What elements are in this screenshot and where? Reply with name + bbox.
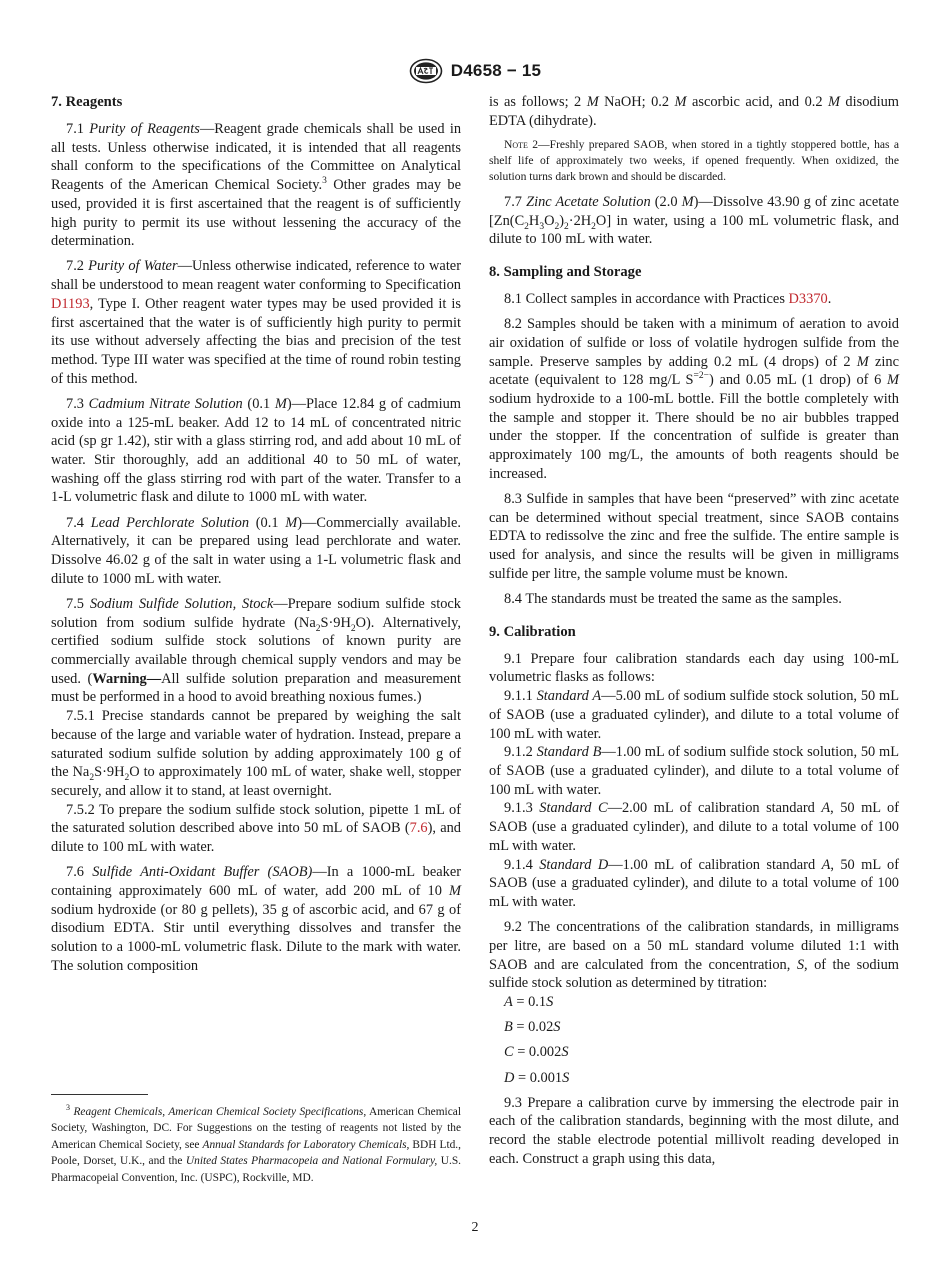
link-d3370[interactable]: D3370	[788, 291, 828, 308]
paragraph-9-1-3: 9.1.3 Standard C—2.00 mL of calibration standard A, 50 mL of SAOB (use a graduated cylinder), and dilute to a total volume of 100 mL with water.	[489, 800, 899, 854]
equation-a: A = 0.1S	[504, 993, 554, 1010]
astm-logo-icon	[409, 58, 443, 84]
paragraph-7-5: 7.5 Sodium Sulfide Solution, Stock—Prepare sodium sulfide stock solution from sodium sulfide hydrate $(Na_2S\cdot 9H_2O)$. Alternatively, certified sodium sulfide stock solutions of known purity are commercially available through chemical supply vendors and may be used. (Warning—All sulfide solution preparation and measurement must be performed in a hood to avoid breathing noxious fumes.)	[51, 595, 462, 706]
paragraph-7-2: 7.2 Purity of Water—Unless otherwise indicated, reference to water shall be understood to mean reagent water conforming to Specification D1193, Type I. Other reagent water types may be used provided it is first ascertained that the water is of sufficiently high purity to permit its use without adversely affecting the bias and precision of the test method. Type III water was specified at the time of round robin testing of this method.	[51, 258, 461, 387]
paragraph-7-6-continued: is as follows; 2 M NaOH; 0.2 M ascorbic acid, and 0.2 M disodium EDTA (dihydrate).	[489, 94, 900, 129]
section-9-heading: 9. Calibration	[489, 623, 576, 640]
paragraph-7-4: 7.4 Lead Perchlorate Solution (0.1 M)—Commercially available. Alternatively, it can be prepared using lead perchlorate and water. Dissolve 46.02 g of the salt in water using a 1-L volumetric flask and dilute to 1000 mL with water.	[51, 514, 461, 587]
equation-b: B = 0.02S	[504, 1019, 561, 1036]
page-number: 2	[471, 1220, 479, 1235]
footnote-divider	[51, 1094, 148, 1095]
standard-designation: D4658 − 15	[450, 61, 542, 80]
paragraph-8-4: 8.4 The standards must be treated the same as the samples.	[504, 591, 842, 608]
page-header	[0, 56, 950, 86]
section-8-heading: 8. Sampling and Storage	[489, 264, 642, 281]
link-d1193[interactable]: D1193	[51, 295, 90, 312]
equation-d: D = 0.001S	[504, 1069, 570, 1086]
paragraph-9-1-2: 9.1.2 Standard B—1.00 mL of sodium sulfide stock solution, 50 mL of SAOB (use a graduated cylinder), and dilute to a total volume of 100 mL with water.	[489, 744, 900, 798]
paragraph-9-2: 9.2 The concentrations of the calibration standards, in milligrams per litre, are based on a 50 mL standard volume diluted 1:1 with SAOB and are calculated from the concentration, S, of the sodium sulfide stock solution as determined by titration:	[489, 919, 899, 992]
paragraph-7-5-1: 7.5.1 Precise standards cannot be prepared by weighing the salt because of the large and variable water of hydration. Instead, prepare a saturated sodium sulfide solution by adding approximately 100 g of the $Na_2S\cdot 9H_2O$ to approximately 100 mL of water, shake well, stopper securely, and allow it to stand, at least overnight.	[51, 708, 461, 799]
link-7-6[interactable]: 7.6	[409, 820, 428, 837]
equation-list	[489, 993, 899, 1087]
section-7-heading: 7. Reagents	[51, 94, 123, 110]
paragraph-9-3: 9.3 Prepare a calibration curve by immersing the electrode pair in each of the calibration standards, beginning with the most dilute, and record the stable electrode potential millivolt reading developed in each. Construct a graph using this data,	[489, 1094, 899, 1167]
paragraph-7-1: 7.1 Purity of Reagents—Reagent grade chemicals shall be used in all tests. Unless otherwise indicated, it is intended that all reagents shall conform to the specifications of the Committee on Analytical Reagents of the American Chemical Society.$^3$ Other grades may be used, provided it is first ascertained that the reagent is of sufficiently high purity to permit its use without lessening the accuracy of the determination.	[51, 121, 462, 250]
footnote-ref-3[interactable]: 3	[322, 176, 327, 187]
paragraph-7-3: 7.3 Cadmium Nitrate Solution (0.1 M)—Place 12.84 g of cadmium oxide into a 125-mL beaker. Add 12 to 14 mL of concentrated nitric acid (sp gr 1.42), stir with a glass stirring rod, and add about 10 mL of water. Stir thoroughly, add an additional 40 to 50 mL of water, washing off the glass stirring rod with part of the water. Transfer to a 1-L volumetric flask and dilute to 1000 mL with water.	[51, 395, 461, 506]
equation-c: C = 0.002S	[504, 1044, 569, 1061]
paragraph-7-5-2: 7.5.2 To prepare the sodium sulfide stock solution, pipette 1 mL of the saturated solution described above into 50 mL of SAOB (7.6), and dilute to 100 mL with water.	[51, 801, 461, 856]
paragraph-9-1-1: 9.1.1 Standard A—5.00 mL of sodium sulfide stock solution, 50 mL of SAOB (use a graduated cylinder), and dilute to a total volume of 100 mL with water.	[489, 688, 900, 742]
paragraph-7-6: 7.6 Sulfide Anti-Oxidant Buffer (SAOB)—In a 1000-mL beaker containing approximately 600 mL of water, add 200 mL of 10 M sodium hydroxide (or 80 g pellets), 35 g of ascorbic acid, and 67 g of disodium EDTA. Stir until everything dissolves and transfer the solution to a 1000-mL volumetric flask. Dilute to the mark with water. The solution composition	[51, 864, 461, 974]
warning-label: Warning—	[92, 670, 162, 687]
note-2: Note 2—Freshly prepared SAOB, when stored in a tightly stoppered bottle, has a shelf life of approximately two weeks, if opened frequently. When oxidized, the solution turns dark brown and should be discarded.	[489, 137, 899, 183]
paragraph-7-7: 7.7 Zinc Acetate Solution (2.0 M)—Dissolve 43.90 g of zinc acetate $[Zn(C_2H_3O_2)_2\cdot 2H_2O]$ in water, using a 100 mL volumetric flask, and dilute to 100 mL with water.	[489, 193, 899, 248]
paragraph-9-1-4: 9.1.4 Standard D—1.00 mL of calibration standard A, 50 mL of SAOB (use a graduated cylinder), and dilute to a total volume of 100 mL with water.	[489, 856, 899, 910]
paragraph-8-2: 8.2 Samples should be taken with a minimum of aeration to avoid air oxidation of sulfide or loss of volatile hydrogen sulfide from the sample. Preserve samples by adding 0.2 mL (4 drops) of 2 M zinc acetate (equivalent to 128 mg/L $S^{=2-}$) and 0.05 mL (1 drop) of 6 M sodium hydroxide to a 100-mL bottle. Fill the bottle completely with the sample and stopper it. There should be no air bubbles trapped under the stopper. If the concentration of sulfide is greater than approximately 100 mg/L, the amounts of both reagents should be increased.	[489, 316, 900, 482]
paragraph-8-3: 8.3 Sulfide in samples that have been “preserved” with zinc acetate can be determined without special treatment, since SAOB contains EDTA to redissolve the zinc and free the sulfide. The entire sample is used for analysis, and since the results will be given in milligrams sulfide per litre, the sample volume must be known.	[489, 491, 899, 582]
footnote-3: $^3$ Reagent Chemicals, American Chemical Society Specifications, American Chemical Society, Washington, DC. For Suggestions on the testing of reagents not listed by the American Chemical Society, see Annual Standards for Laboratory Chemicals, BDH Ltd., Poole, Dorset, U.K., and the United States Pharmacopeia and National Formulary, U.S. Pharmacopeial Convention, Inc. (USPC), Rockville, MD.	[51, 1103, 462, 1184]
paragraph-9-1: 9.1 Prepare four calibration standards each day using 100-mL volumetric flasks as follows:	[489, 650, 899, 686]
right-column	[489, 93, 899, 1175]
paragraph-8-1: 8.1 Collect samples in accordance with Practices D3370.	[504, 291, 832, 308]
left-column	[51, 93, 461, 982]
